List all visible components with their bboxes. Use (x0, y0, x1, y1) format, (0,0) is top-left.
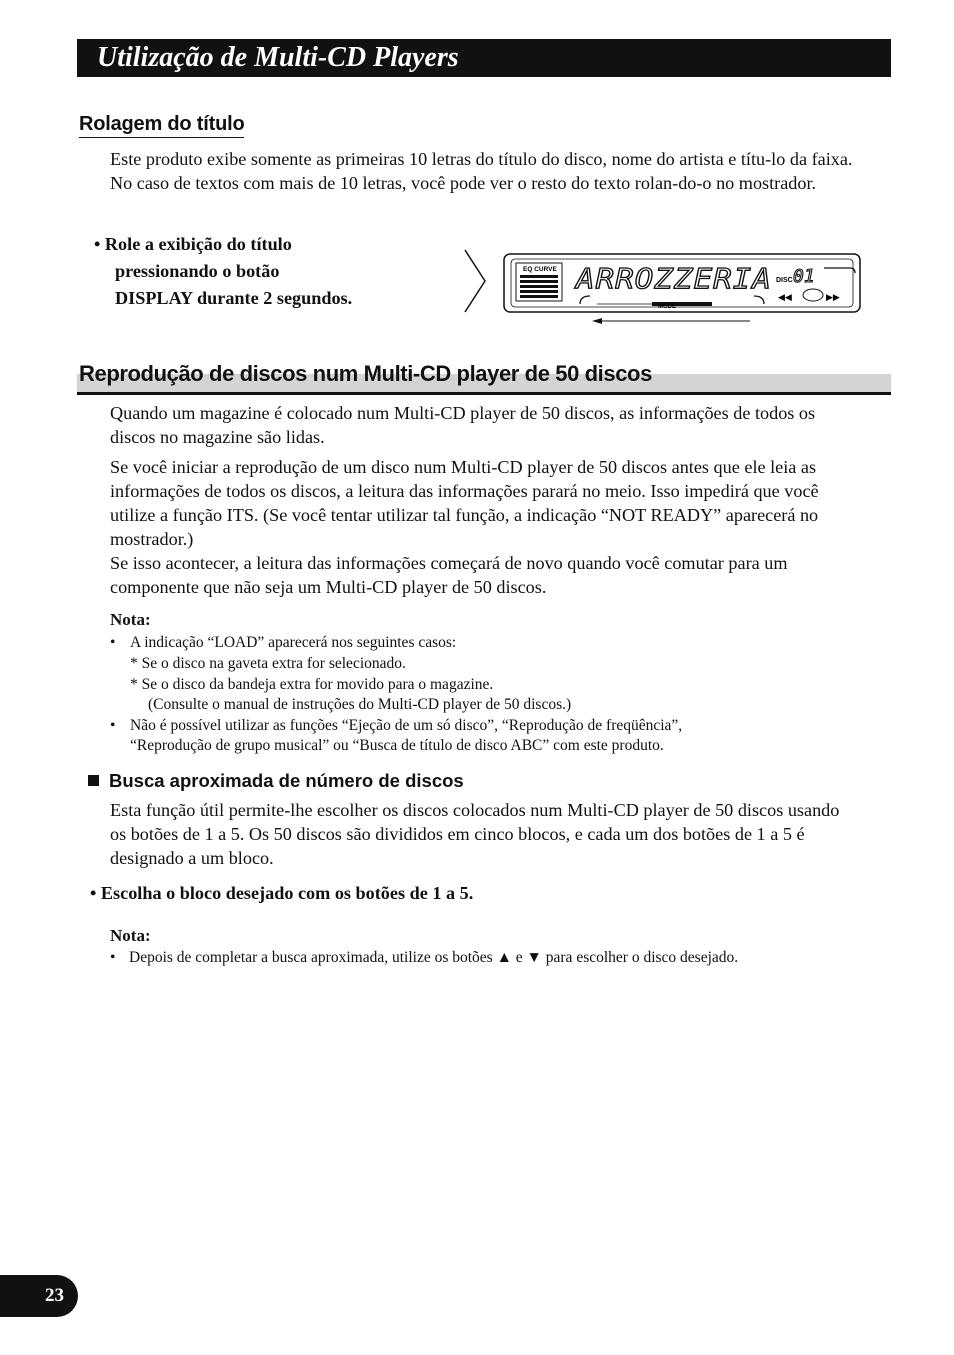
note-item-cont: “Reprodução de grupo musical” ou “Busca de título de disco ABC” com este produto. (130, 737, 664, 754)
section3-bullet: • Escolha o bloco desejado com os botões de 1 a 5. (90, 883, 474, 903)
disc-number: 01 (793, 266, 815, 287)
lcd-main-text: ARROZZERIA (573, 262, 772, 295)
section-heading-title-scroll: Rolagem do título (79, 113, 244, 138)
section2-para-3: Se isso acontecer, a leitura das informações começará de novo quando você comutar para um componente que não seja um Multi-CD player de 50 discos. (110, 553, 788, 597)
note-item: A indicação “LOAD” aparecerá nos seguintes casos: (130, 634, 457, 651)
note-bullet: • (110, 717, 116, 734)
section1-body: Este produto exibe somente as primeiras 10 letras do título do disco, nome do artista e títu-lo da faixa. No caso de textos com mais de 10 letras, você pode ver o resto do texto rolan-do-o no mostrador. (110, 149, 853, 193)
arrow-left-icon (592, 318, 602, 324)
note-text-2: Depois de completar a busca aproximada, utilize os botões ▲ e ▼ para escolher o disco desejado. (129, 949, 739, 966)
page-title: Utilização de Multi-CD Players (97, 42, 459, 73)
note-title-2: Nota: (110, 926, 151, 945)
section-heading-50-disc: Reprodução de discos num Multi-CD player de 50 discos (79, 361, 652, 386)
mode-label: MODE (658, 304, 676, 310)
prev-track-icon: ◀◀ (778, 293, 792, 303)
note-bullet-2: • (110, 949, 116, 966)
section2-para-2: Se você iniciar a reprodução de um disco num Multi-CD player de 50 discos antes que ele leia as informações de todos os discos, a leitura das informações parará no meio. Isso impedirá que você utilize a função ITS. (Se você tentar utilizar tal função, a indicação “NOT READY” aparecerá no mostrador.) (110, 457, 819, 549)
display-illustration (462, 244, 864, 326)
section-heading-disc-search: Busca aproximada de número de discos (88, 770, 464, 792)
page-number: 23 (45, 1285, 64, 1306)
section2-para-1: Quando um magazine é colocado num Multi-CD player de 50 discos, as informações de todos os discos no magazine são lidas. (110, 403, 816, 447)
square-bullet-icon (88, 775, 99, 786)
eq-label: EQ CURVE (523, 266, 557, 273)
note-subitem-cont: (Consulte o manual de instruções do Multi-CD player de 50 discos.) (148, 696, 572, 713)
section1-bullet-line-2: pressionando o botão (115, 261, 280, 281)
note-item: Não é possível utilizar as funções “Ejeção de um só disco”, “Reprodução de freqüência”, (130, 717, 683, 734)
note-subitem: * Se o disco na gaveta extra for selecionado. (130, 655, 406, 672)
arrow-right-icon (465, 250, 485, 312)
page-number-tab (0, 1275, 78, 1317)
disc-label: DISC (776, 277, 793, 284)
note-subitem: * Se o disco da bandeja extra for movido para o magazine. (130, 676, 494, 693)
note-bullet: • (110, 634, 116, 651)
next-track-icon: ▶▶ (826, 293, 840, 303)
section3-body: Esta função útil permite-lhe escolher os discos colocados num Multi-CD player de 50 discos usando os botões de 1 a 5. Os 50 discos são divididos em cinco blocos, e cada um dos botões de 1 a 5 é designado a um bloco. (110, 800, 840, 868)
section1-bullet-line-3: DISPLAY durante 2 segundos. (115, 288, 353, 308)
page-header (77, 39, 891, 77)
section1-bullet-line-1: • Role a exibição do título (94, 234, 292, 254)
note-title: Nota: (110, 610, 151, 629)
